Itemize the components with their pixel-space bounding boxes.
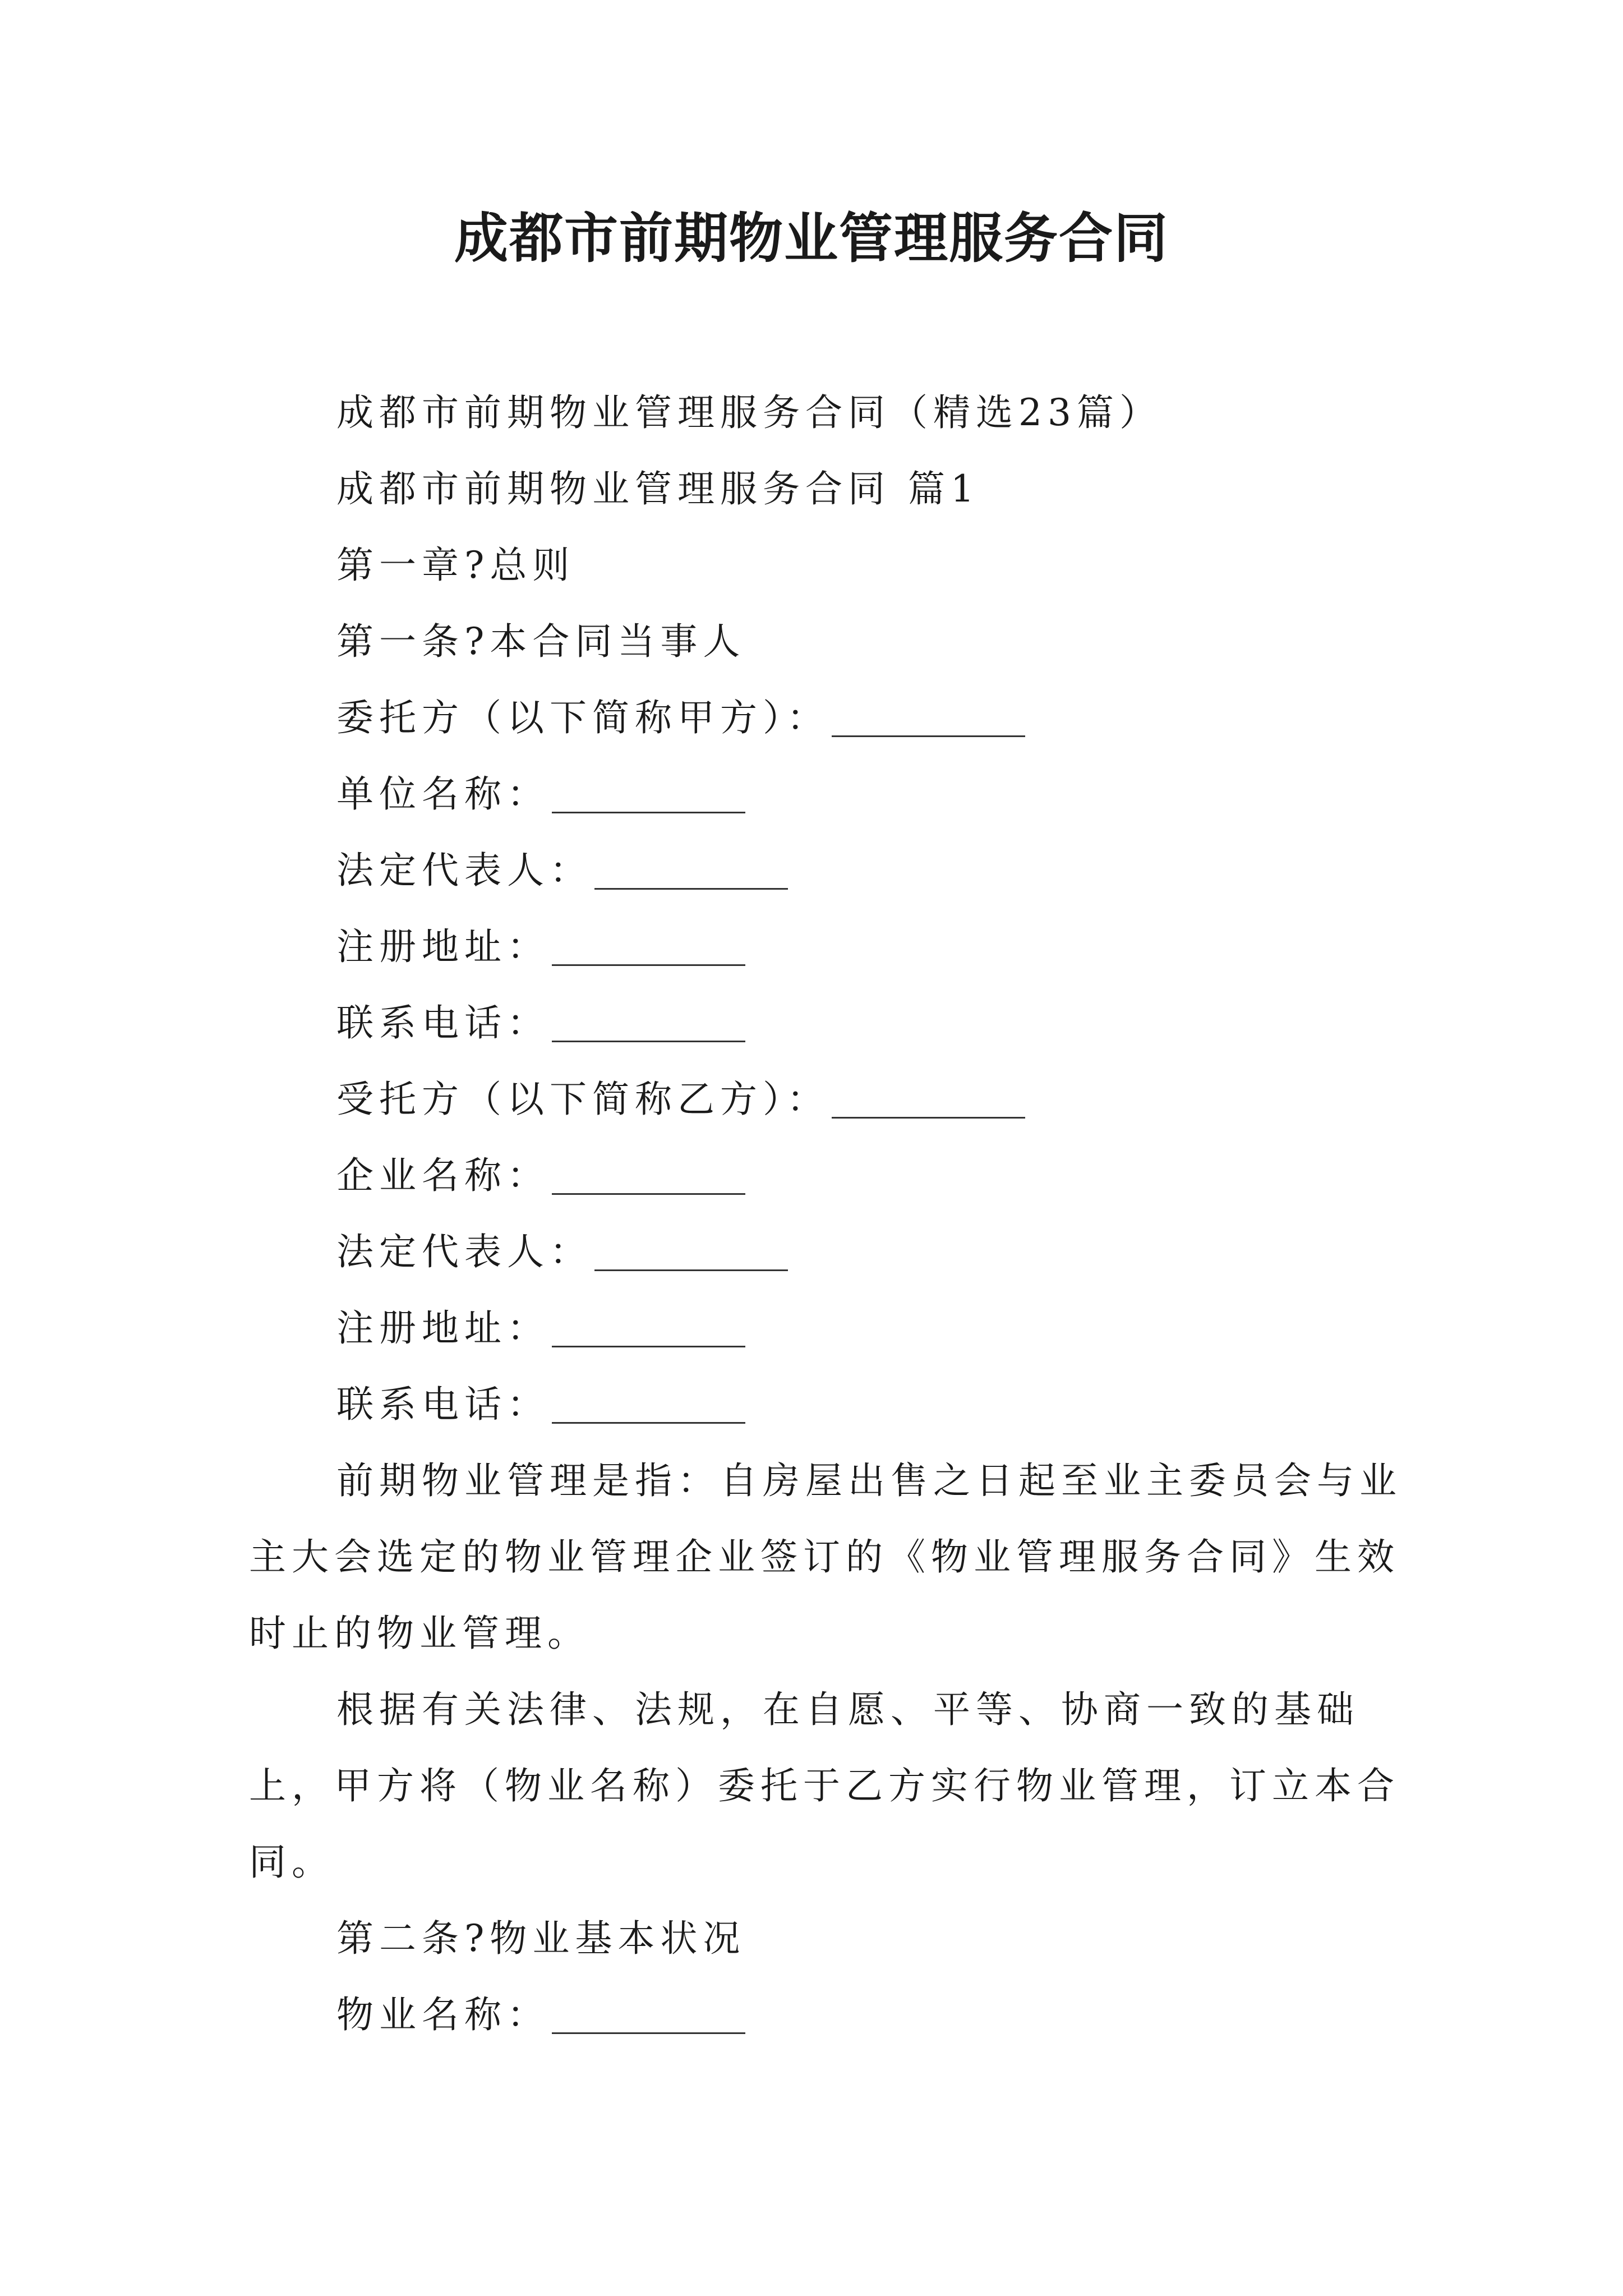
fill-in-blank[interactable] — [552, 927, 745, 966]
fill-in-blank[interactable] — [832, 698, 1025, 737]
doc-line — [249, 375, 1432, 451]
doc-line — [249, 1977, 1432, 2053]
doc-line — [249, 1138, 1432, 1214]
line-text: 成都市前期物业管理服务合同 篇1 — [336, 467, 980, 510]
line-text: 第一条?本合同当事人 — [336, 620, 746, 663]
fill-in-blank[interactable] — [552, 1156, 745, 1195]
fill-in-blank[interactable] — [832, 1080, 1025, 1119]
fill-in-blank[interactable] — [552, 775, 745, 813]
line-text: 法定代表人： — [336, 849, 592, 892]
doc-line — [249, 832, 1432, 909]
line-text: 物业名称： — [336, 1993, 550, 2036]
doc-line — [249, 985, 1432, 1061]
fill-in-blank[interactable] — [552, 1385, 745, 1424]
fill-in-blank[interactable] — [552, 1004, 745, 1042]
document-title: 成都市前期物业管理服务合同 — [454, 206, 1169, 270]
fill-in-blank[interactable] — [552, 1995, 745, 2034]
line-text: 注册地址： — [336, 925, 550, 968]
doc-line — [249, 1061, 1432, 1138]
line-text: 第二条?物业基本状况 — [336, 1917, 746, 1960]
doc-line — [249, 680, 1432, 756]
doc-line — [249, 451, 1432, 527]
line-text: 委托方（以下简称甲方）： — [336, 696, 829, 739]
line-text: 企业名称： — [336, 1154, 550, 1197]
line-text: 法定代表人： — [336, 1230, 592, 1273]
fill-in-blank[interactable] — [552, 1309, 745, 1347]
doc-line — [249, 909, 1432, 985]
fill-in-blank[interactable] — [594, 851, 788, 890]
doc-line — [249, 756, 1432, 832]
line-text: 注册地址： — [336, 1306, 550, 1350]
line-text: 单位名称： — [336, 772, 550, 816]
doc-line — [249, 527, 1432, 604]
line-text: 受托方（以下简称乙方）： — [336, 1078, 829, 1121]
line-text: 联系电话： — [336, 1383, 550, 1426]
doc-line — [249, 1366, 1432, 1443]
doc-line — [249, 604, 1432, 680]
doc-line — [249, 1214, 1432, 1290]
document-body — [249, 375, 1432, 2053]
paragraph-definition: 前期物业管理是指：自房屋出售之日起至业主委员会与业主大会选定的物业管理企业签订的《物业管理服务合同》生效时止的物业管理。 — [249, 1459, 1402, 1655]
line-text: 第一章?总则 — [336, 544, 575, 587]
doc-line — [249, 1290, 1432, 1366]
line-text: 成都市前期物业管理服务合同（精选23篇） — [336, 391, 1162, 434]
doc-line — [249, 1901, 1432, 1977]
paragraph-basis: 根据有关法律、法规，在自愿、平等、协商一致的基础上，甲方将（物业名称）委托于乙方实行物业管理，订立本合同。 — [249, 1688, 1400, 1884]
fill-in-blank[interactable] — [594, 1232, 788, 1271]
line-text: 联系电话： — [336, 1001, 550, 1045]
